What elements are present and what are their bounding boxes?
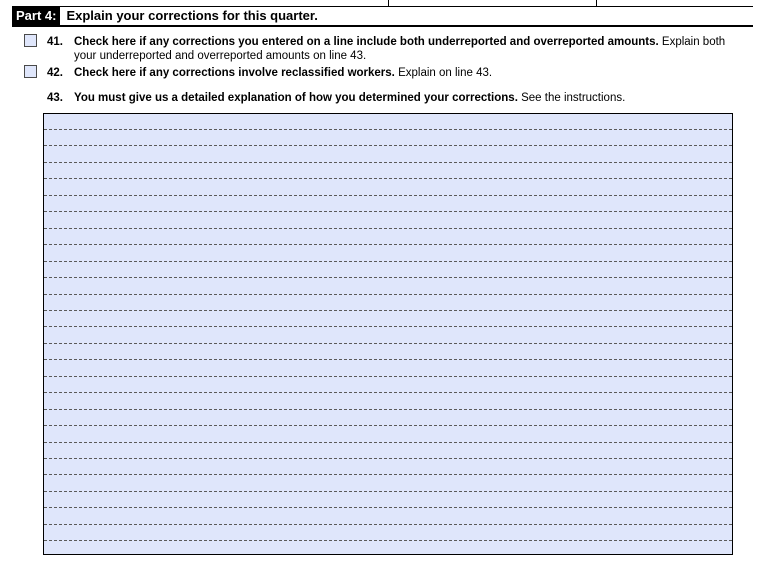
part-header: [12, 6, 753, 27]
line-43-text: [74, 91, 734, 105]
line-42-text: [74, 66, 734, 80]
line-43-normal-text: See the instructions.: [517, 92, 626, 104]
ruled-line: [44, 244, 732, 245]
ruled-line: [44, 310, 732, 311]
ruled-line: [44, 326, 732, 327]
line-42-number: 42.: [47, 67, 63, 79]
ruled-line: [44, 474, 732, 475]
line-41-bold-text: Check here if any corrections you entered on a line include both underreported and overreported amounts.: [74, 36, 659, 48]
line-41-checkbox[interactable]: [24, 34, 37, 47]
line-43-bold-text: You must give us a detailed explanation of how you determined your corrections.: [74, 92, 518, 104]
ruled-line: [44, 228, 732, 229]
ruled-line: [44, 145, 732, 146]
line-43-number: 43.: [47, 92, 63, 104]
line-41-normal-text: Explain both your underreported and overreported amounts on line 43.: [74, 36, 726, 62]
ruled-line: [44, 261, 732, 262]
ruled-line: [44, 359, 732, 360]
line-42-checkbox[interactable]: [24, 65, 37, 78]
explanation-textarea[interactable]: [43, 113, 733, 555]
part-title: Explain your corrections for this quarter.: [66, 8, 318, 23]
ruled-line: [44, 178, 732, 179]
line-41-number: 41.: [47, 36, 63, 48]
ruled-line: [44, 425, 732, 426]
ruled-line: [44, 392, 732, 393]
ruled-line: [44, 195, 732, 196]
ruled-line: [44, 211, 732, 212]
line-41-text: [74, 35, 734, 63]
ruled-line: [44, 343, 732, 344]
ruled-line: [44, 162, 732, 163]
ruled-line: [44, 376, 732, 377]
part-label: Part 4:: [12, 6, 60, 25]
line-42-bold-text: Check here if any corrections involve reclassified workers.: [74, 67, 395, 79]
ruled-line: [44, 409, 732, 410]
ruled-line: [44, 458, 732, 459]
ruled-line: [44, 491, 732, 492]
ruled-line: [44, 277, 732, 278]
ruled-line: [44, 507, 732, 508]
ruled-line: [44, 294, 732, 295]
line-42-normal-text: Explain on line 43.: [394, 67, 493, 79]
ruled-line: [44, 442, 732, 443]
ruled-line: [44, 129, 732, 130]
ruled-line: [44, 540, 732, 541]
ruled-line: [44, 524, 732, 525]
